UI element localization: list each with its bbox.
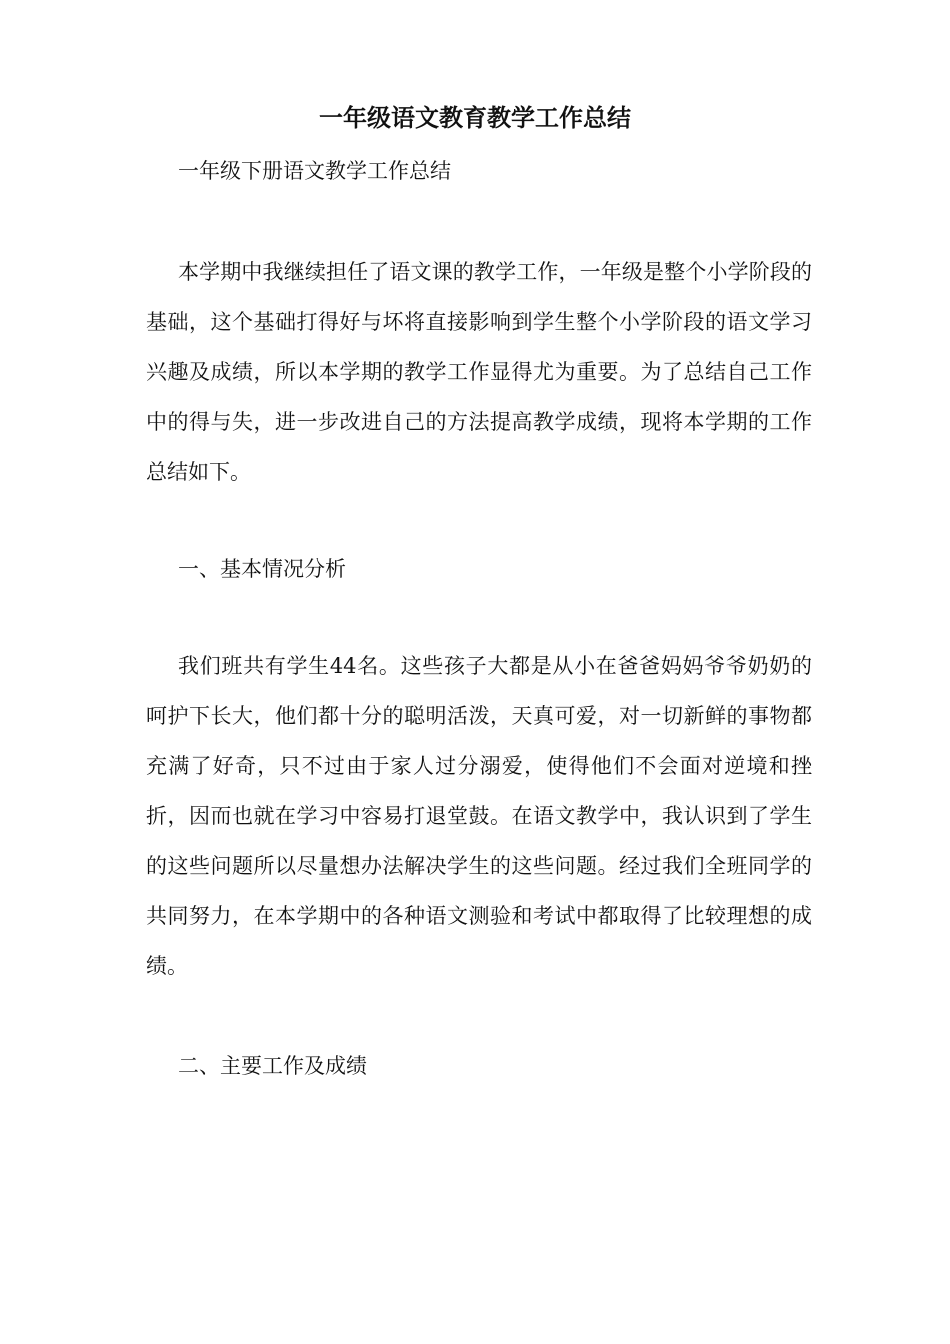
section-heading-basic-analysis: 一、基本情况分析 bbox=[178, 557, 346, 581]
paragraph-intro: 本学期中我继续担任了语文课的教学工作，一年级是整个小学阶段的基础，这个基础打得好与坏将直接影响到学生整个小学阶段的语文学习兴趣及成绩，所以本学期的教学工作显得尤为重要。为了总结自己工作中的得与失，进一步改进自己的方法提高教学成绩，现将本学期的工作总结如下。 bbox=[146, 260, 812, 484]
document-subtitle: 一年级下册语文教学工作总结 bbox=[178, 159, 451, 183]
paragraph-class-situation: 我们班共有学生44名。这些孩子大都是从小在爸爸妈妈爷爷奶奶的呵护下长大，他们都十分的聪明活泼，天真可爱，对一切新鲜的事物都充满了好奇，只不过由于家人过分溺爱，使得他们不会面对逆境和挫折，因而也就在学习中容易打退堂鼓。在语文教学中，我认识到了学生的这些问题所以尽量想办法解决学生的这些问题。经过我们全班同学的共同努力，在本学期中的各种语文测验和考试中都取得了比较理想的成绩。 bbox=[146, 654, 812, 978]
document-title: 一年级语文教育教学工作总结 bbox=[319, 103, 631, 132]
section-heading-main-work: 二、主要工作及成绩 bbox=[178, 1054, 367, 1078]
